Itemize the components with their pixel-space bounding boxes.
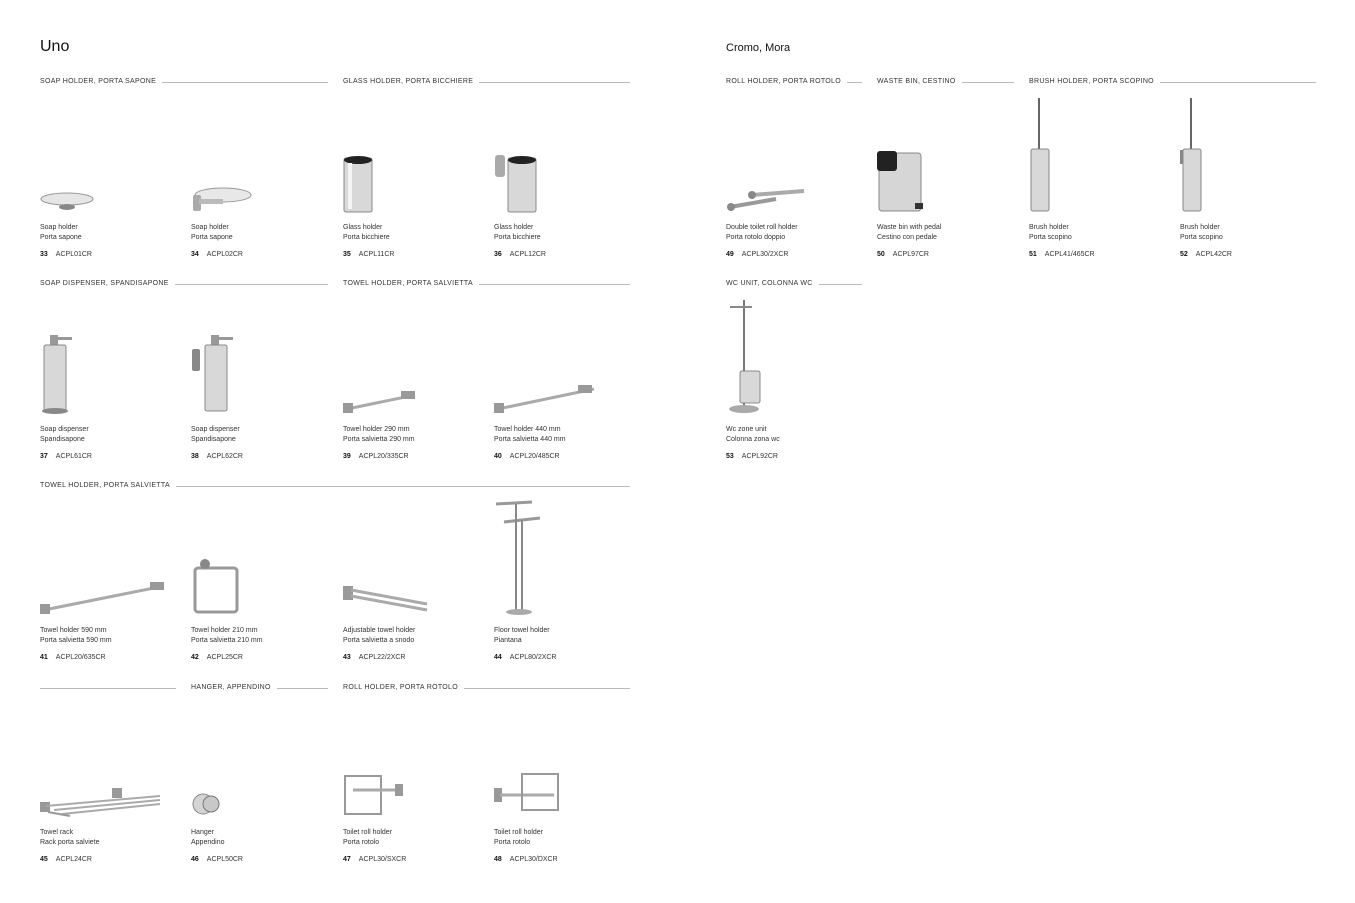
roll-holder-right-icon (494, 700, 624, 825)
wall-brush-holder-icon (1180, 95, 1310, 220)
product-42[interactable]: Towel holder 210 mm Porta salvietta 210 mm 42 ACPL25CR (191, 498, 321, 668)
section-hanger: HANGER, APPENDINO (191, 683, 328, 693)
product-49[interactable]: Double toilet roll holder Porta rotolo doppio 49 ACPL30/2XCR (726, 95, 856, 265)
section-roll-holder-left: ROLL HOLDER, PORTA ROTOLO (343, 683, 630, 693)
product-52[interactable]: Brush holder Porta scopino 52 ACPL42CR (1180, 95, 1310, 265)
product-36[interactable]: Glass holder Porta bicchiere 36 ACPL12CR (494, 95, 624, 265)
wall-soap-dish-icon (191, 95, 321, 220)
floor-towel-stand-icon (494, 498, 624, 623)
page-title: Uno (40, 38, 70, 55)
section-brush-holder: BRUSH HOLDER, PORTA SCOPINO (1029, 77, 1316, 87)
product-35[interactable]: Glass holder Porta bicchiere 35 ACPL11CR (343, 95, 473, 265)
section-waste-bin: WASTE BIN, CESTINO (877, 77, 1014, 87)
product-33[interactable]: Soap holder Porta sapone 33 ACPL01CR (40, 95, 170, 265)
product-39[interactable]: Towel holder 290 mm Porta salvietta 290 mm 39 ACPL20/335CR (343, 297, 473, 467)
product-37[interactable]: Soap dispenser Spandisapone 37 ACPL61CR (40, 297, 170, 467)
section-empty-rule (40, 683, 176, 693)
wall-soap-dispenser-icon (191, 297, 321, 422)
towel-bar-long-icon (40, 498, 170, 623)
section-soap-holder: SOAP HOLDER, PORTA SAPONE (40, 77, 328, 87)
section-wc-unit: WC UNIT, COLONNA WC (726, 279, 862, 289)
product-50[interactable]: Waste bin with pedal Cestino con pedale 50 ACPL97CR (877, 95, 1007, 265)
roll-holder-left-icon (343, 700, 473, 825)
product-41[interactable]: Towel holder 590 mm Porta salvietta 590 mm 41 ACPL20/635CR (40, 498, 170, 668)
wc-column-icon (726, 297, 856, 422)
wall-glass-icon (494, 95, 624, 220)
towel-rack-icon (40, 700, 170, 825)
product-34[interactable]: Soap holder Porta sapone 34 ACPL02CR (191, 95, 321, 265)
soap-dish-icon (40, 95, 170, 220)
product-40[interactable]: Towel holder 440 mm Porta salvietta 440 mm 40 ACPL20/485CR (494, 297, 624, 467)
product-43[interactable]: Adjustable towel holder Porta salvietta a snodo 43 ACPL22/2XCR (343, 498, 473, 668)
swivel-towel-holder-icon (343, 498, 473, 623)
section-soap-dispenser: SOAP DISPENSER, SPANDISAPONE (40, 279, 328, 289)
section-glass-holder: GLASS HOLDER, PORTA BICCHIERE (343, 77, 630, 87)
section-towel-holder-2: TOWEL HOLDER, PORTA SALVIETTA (40, 481, 630, 491)
product-45[interactable]: Towel rack Rack porta salviete 45 ACPL24CR (40, 700, 170, 870)
towel-bar-short-icon (343, 297, 473, 422)
waste-bin-icon (877, 95, 1007, 220)
towel-ring-icon (191, 498, 321, 623)
brush-holder-icon (1029, 95, 1159, 220)
hook-icon (191, 700, 321, 825)
product-51[interactable]: Brush holder Porta scopino 51 ACPL41/465CR (1029, 95, 1159, 265)
section-towel-holder-1: TOWEL HOLDER, PORTA SALVIETTA (343, 279, 630, 289)
product-46[interactable]: Hanger Appendino 46 ACPL50CR (191, 700, 321, 870)
product-38[interactable]: Soap dispenser Spandisapone 38 ACPL62CR (191, 297, 321, 467)
double-roll-holder-icon (726, 95, 856, 220)
soap-dispenser-icon (40, 297, 170, 422)
section-roll-holder-right: ROLL HOLDER, PORTA ROTOLO (726, 77, 862, 87)
product-48[interactable]: Toilet roll holder Porta rotolo 48 ACPL30/DXCR (494, 700, 624, 870)
glass-icon (343, 95, 473, 220)
towel-bar-medium-icon (494, 297, 624, 422)
product-53[interactable]: Wc zone unit Colonna zona wc 53 ACPL92CR (726, 297, 856, 467)
product-44[interactable]: Floor towel holder Piantana 44 ACPL80/2XCR (494, 498, 624, 668)
finish-title: Cromo, Mora (726, 42, 791, 54)
product-47[interactable]: Toilet roll holder Porta rotolo 47 ACPL30/SXCR (343, 700, 473, 870)
